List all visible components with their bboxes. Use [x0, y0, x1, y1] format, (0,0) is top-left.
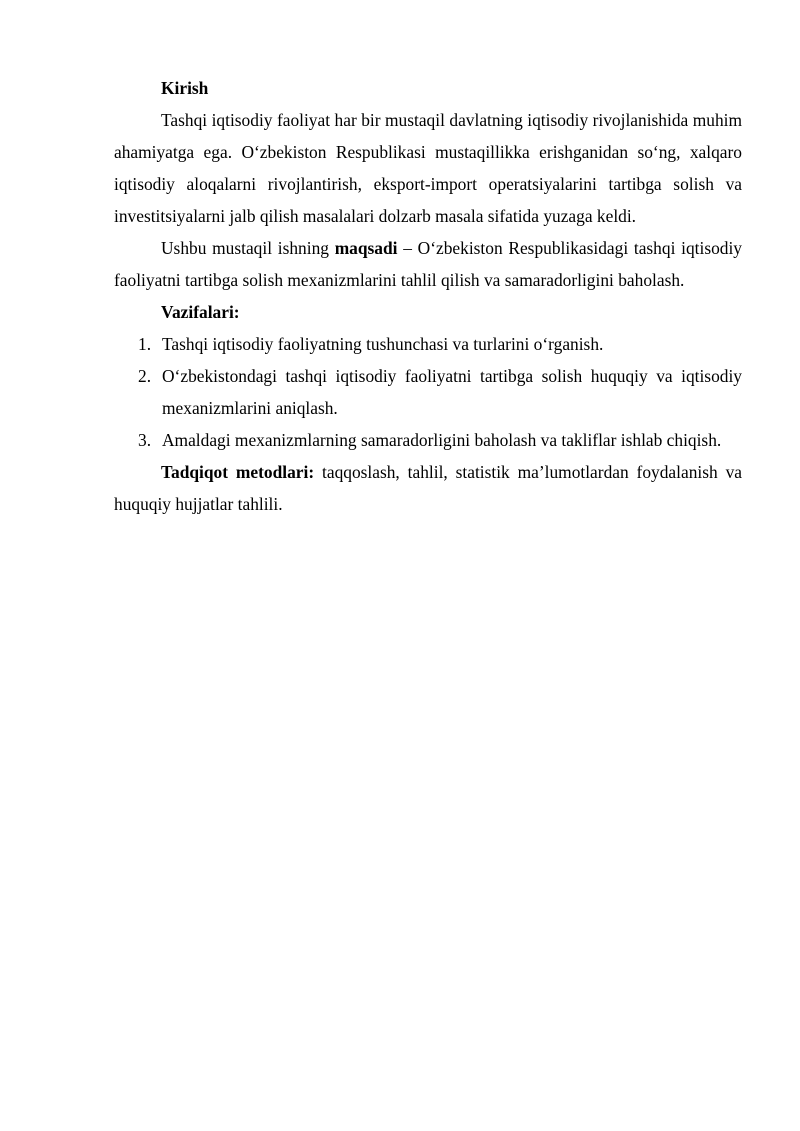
list-item [114, 360, 742, 424]
list-item [114, 328, 742, 360]
intro-paragraph: Tashqi iqtisodiy faoliyat har bir mustaqil davlatning iqtisodiy rivojlanishida muhim ahamiyatga ega. O‘zbekiston Respublikasi mustaqillikka erishganidan so‘ng, xalqaro iqtisodiy aloqalarni rivojlantirish, eksport-import operatsiyalarini tartibga solish va investitsiyalarni jalb qilish masalalari dolzarb masala sifatida yuzaga keldi. [114, 110, 742, 226]
goal-text: – O‘zbekiston Respublikasidagi tashqi iqtisodiy faoliyatni tartibga solish mexanizmlarini tahlil qilish va samaradorligini baholash. [114, 238, 743, 290]
methods-paragraph [114, 456, 742, 520]
goal-prefix: Ushbu mustaqil ishning [161, 238, 335, 258]
list-item-text: O‘zbekistondagi tashqi iqtisodiy faoliyatni tartibga solish huquqiy va iqtisodiy mexanizmlarini aniqlash. [162, 366, 742, 418]
tasks-list [114, 328, 742, 456]
goal-paragraph [114, 232, 742, 296]
goal-keyword: maqsadi [334, 238, 398, 258]
list-item-text: Amaldagi mexanizmlarning samaradorligini baholash va takliflar ishlab chiqish. [162, 430, 722, 450]
methods-text: taqqoslash, tahlil, statistik ma’lumotlardan foydalanish va huquqiy hujjatlar tahlili. [114, 462, 742, 514]
list-item [114, 424, 742, 456]
tasks-heading: Vazifalari: [161, 302, 240, 322]
section-heading: Kirish [161, 78, 209, 98]
list-item-number: 1. [138, 334, 152, 354]
list-item-text: Tashqi iqtisodiy faoliyatning tushunchasi va turlarini o‘rganish. [162, 334, 604, 354]
document-page [114, 72, 742, 520]
methods-keyword: Tadqiqot metodlari: [161, 462, 315, 482]
list-item-number: 3. [138, 430, 152, 450]
list-item-number: 2. [138, 366, 152, 386]
